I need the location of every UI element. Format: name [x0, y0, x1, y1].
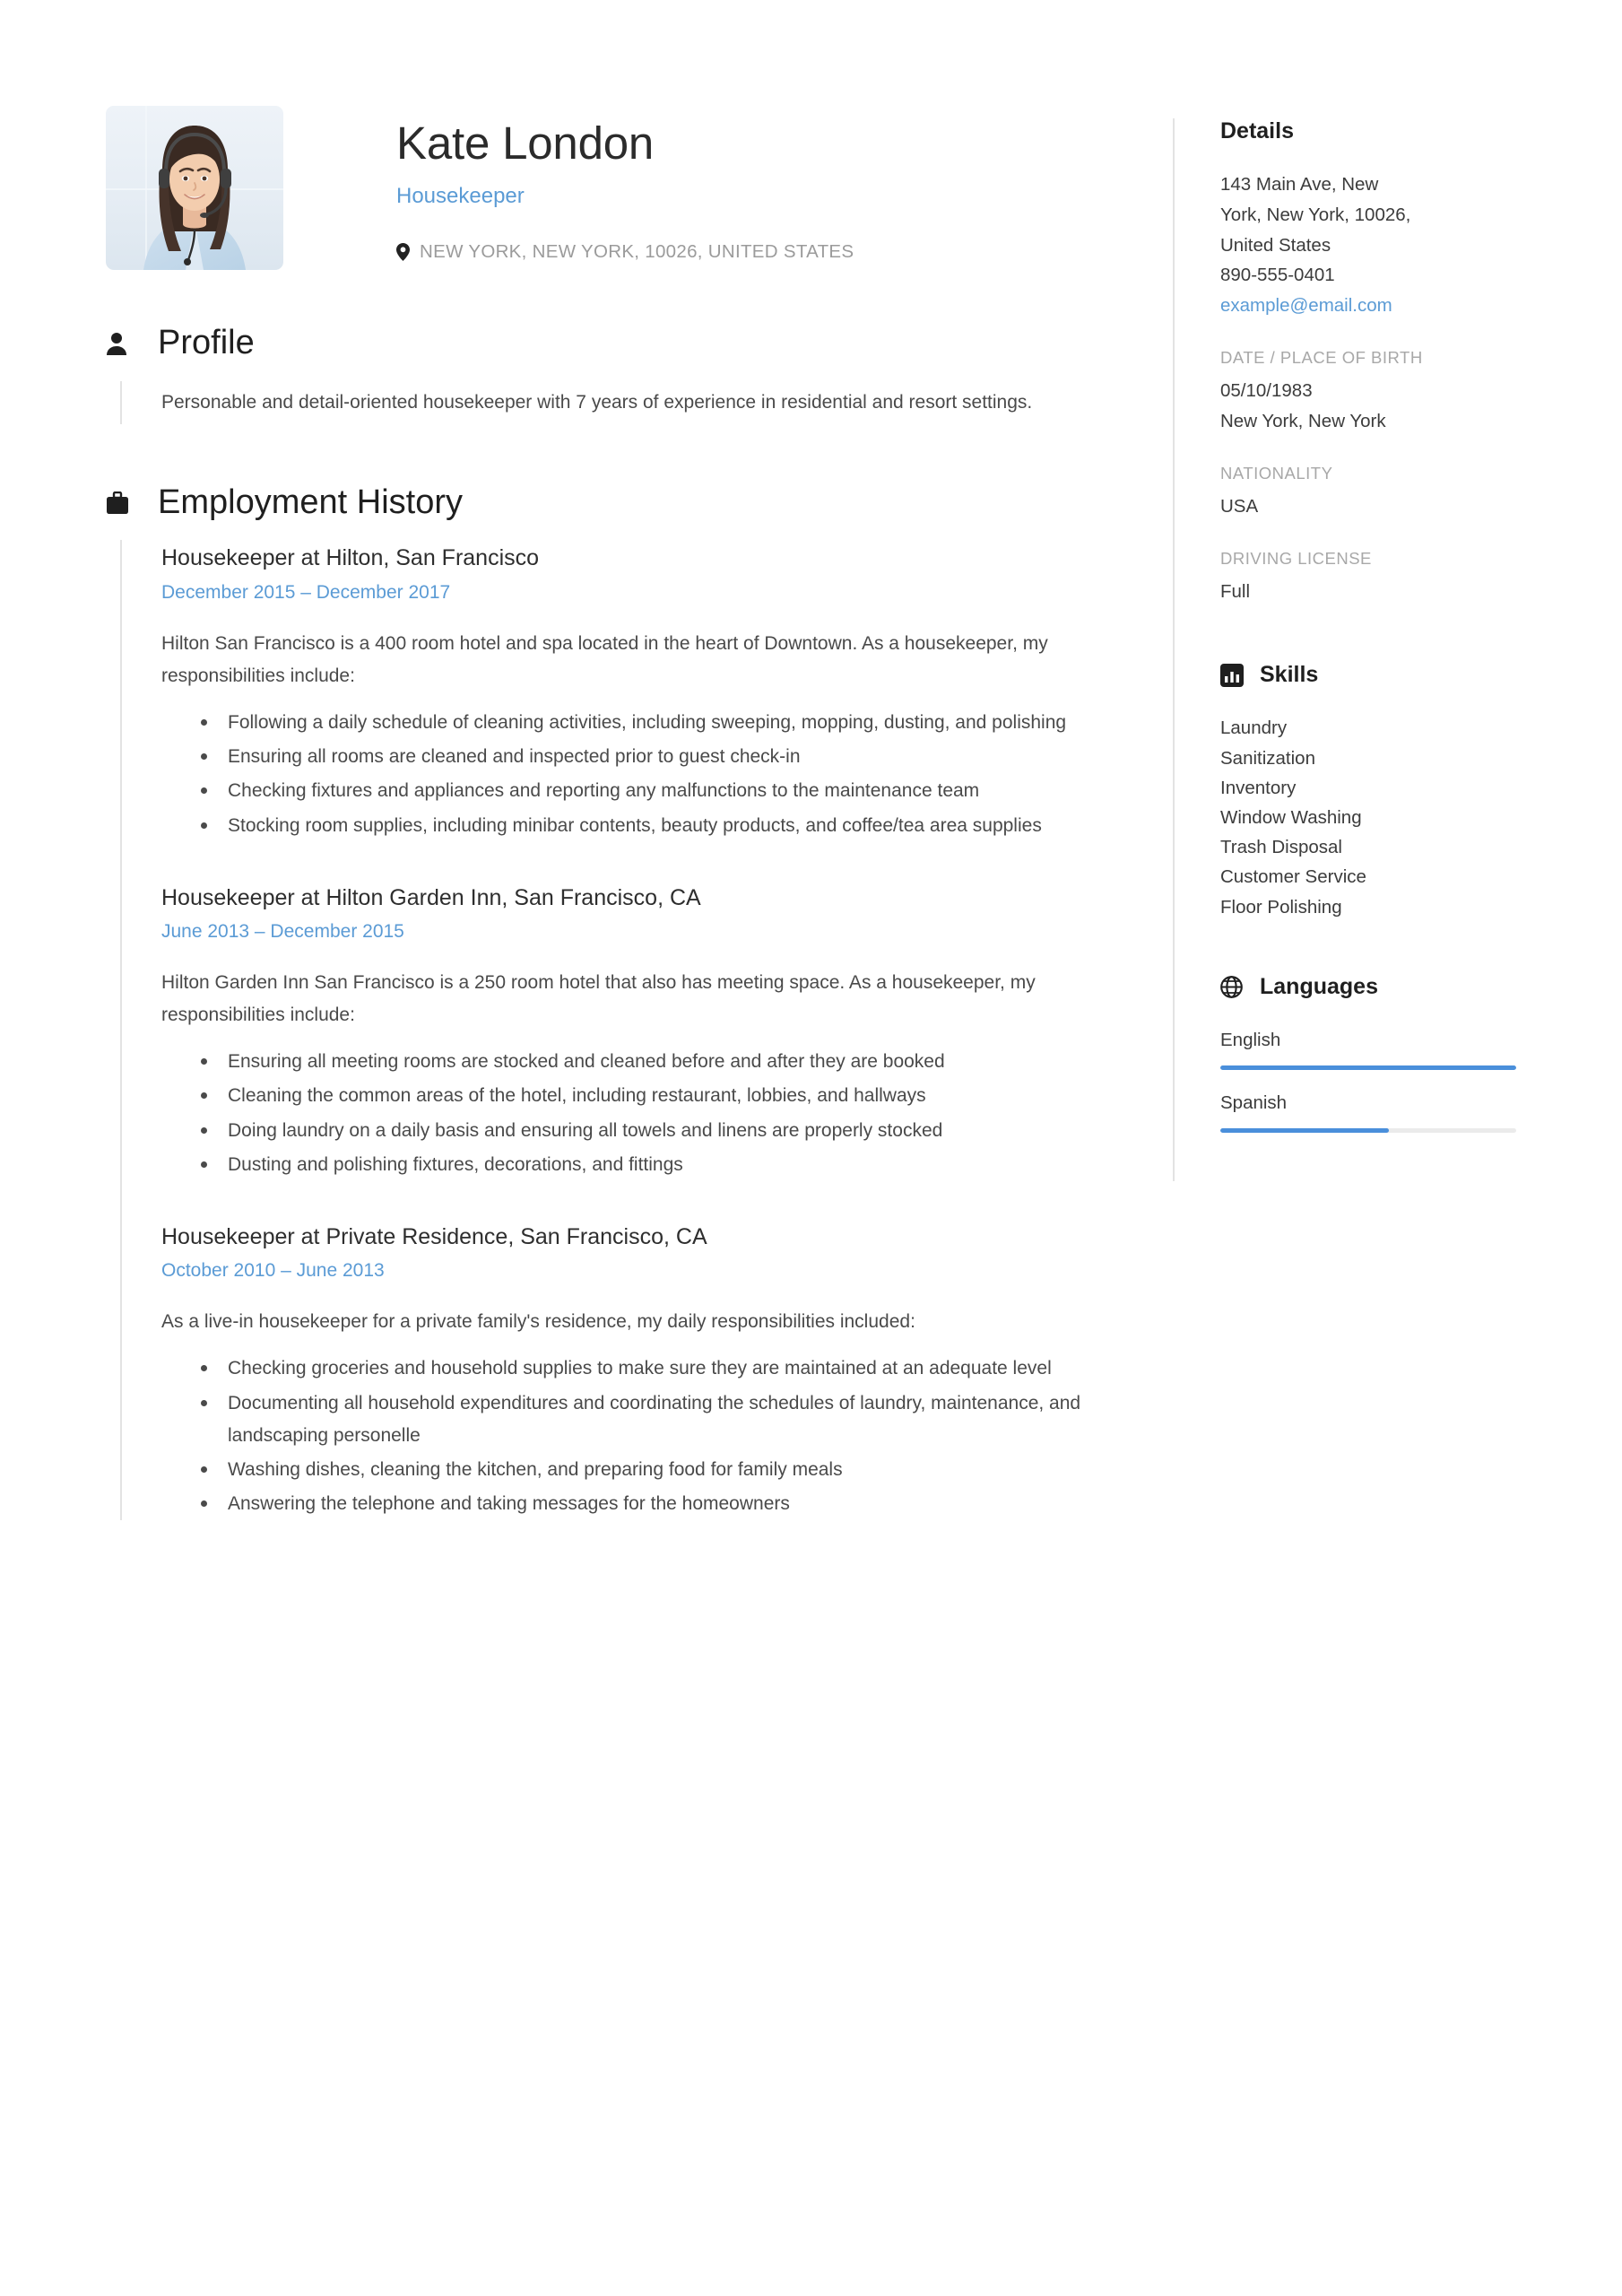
dob-place: New York, New York	[1220, 410, 1386, 431]
skill-item: Sanitization	[1220, 747, 1315, 769]
languages-heading-text: Languages	[1260, 973, 1378, 999]
briefcase-icon	[106, 491, 138, 515]
language-level-track	[1220, 1128, 1516, 1133]
skills-heading	[1220, 662, 1516, 688]
language-level-fill	[1220, 1128, 1389, 1133]
dob-label: DATE / PLACE OF BIRTH	[1220, 348, 1423, 368]
job-bullet: Dusting and polishing fixtures, decorations, and fittings	[213, 1149, 1119, 1181]
skill-item: Floor Polishing	[1220, 896, 1342, 918]
skill-item: Window Washing	[1220, 806, 1362, 828]
driving-license-label: DRIVING LICENSE	[1220, 548, 1372, 568]
profile-body	[120, 381, 1119, 424]
skill-item: Customer Service	[1220, 866, 1366, 888]
details-block	[1173, 118, 1516, 637]
job-bullet: Ensuring all rooms are cleaned and inspected prior to guest check-in	[213, 741, 1119, 773]
language-item	[1220, 1088, 1516, 1133]
profile-section-header	[106, 324, 1119, 363]
languages-block	[1173, 952, 1516, 1181]
job-bullet: Cleaning the common areas of the hotel, including restaurant, lobbies, and hallways	[213, 1080, 1119, 1112]
language-item	[1220, 1025, 1516, 1070]
language-level-fill	[1220, 1065, 1516, 1070]
details-heading-text: Details	[1220, 118, 1294, 144]
language-name: Spanish	[1220, 1091, 1288, 1113]
job-bullet: Doing laundry on a daily basis and ensuring all towels and linens are properly stocked	[213, 1115, 1119, 1147]
address-line: 143 Main Ave, New	[1220, 174, 1379, 195]
skills-heading-text: Skills	[1260, 662, 1319, 688]
main-column	[106, 106, 1173, 1522]
job-entry	[161, 880, 1119, 1219]
person-icon	[106, 332, 138, 355]
job-entry	[161, 540, 1119, 879]
job-bullet: Stocking room supplies, including minibar contents, beauty products, and coffee/tea area supplies	[213, 810, 1119, 842]
job-bullet-list	[161, 1352, 1119, 1520]
employment-body	[120, 540, 1119, 1519]
employment-section-header	[106, 483, 1119, 523]
identity-block	[283, 106, 854, 263]
location-text: NEW YORK, NEW YORK, 10026, UNITED STATES	[420, 241, 854, 263]
skill-item: Trash Disposal	[1220, 837, 1342, 858]
phone-number: 890-555-0401	[1220, 265, 1335, 286]
driving-license-value: Full	[1220, 580, 1251, 602]
job-bullet: Documenting all household expenditures and coordinating the schedules of laundry, maintenance, and landscaping personelle	[213, 1387, 1119, 1452]
avatar	[106, 106, 283, 270]
profile-text: Personable and detail-oriented housekeeper with 7 years of experience in residential and resort settings.	[161, 391, 1033, 413]
skill-item: Inventory	[1220, 777, 1297, 798]
address-line: York, New York, 10026,	[1220, 204, 1411, 225]
job-dates: December 2015 – December 2017	[161, 581, 451, 603]
job-bullet: Checking groceries and household supplies to make sure they are maintained at an adequate level	[213, 1352, 1119, 1385]
nationality-value: USA	[1220, 495, 1259, 517]
job-bullet-list	[161, 1046, 1119, 1180]
job-heading: Housekeeper at Private Residence, San Francisco, CA	[161, 1223, 707, 1249]
employment-section	[106, 483, 1119, 1520]
globe-icon	[1220, 976, 1245, 998]
dob-date: 05/10/1983	[1220, 380, 1313, 402]
email-link[interactable]: example@email.com	[1220, 295, 1392, 317]
profile-heading: Profile	[158, 324, 255, 361]
job-bullet: Answering the telephone and taking messages for the homeowners	[213, 1488, 1119, 1520]
job-dates: October 2010 – June 2013	[161, 1260, 385, 1282]
job-entry	[161, 1219, 1119, 1520]
details-heading	[1220, 118, 1516, 144]
resume-header	[106, 106, 1119, 270]
address-line: United States	[1220, 234, 1331, 256]
job-heading: Housekeeper at Hilton Garden Inn, San Francisco, CA	[161, 884, 701, 910]
job-heading: Housekeeper at Hilton, San Francisco	[161, 545, 540, 571]
map-pin-icon	[396, 243, 410, 261]
skill-item: Laundry	[1220, 718, 1288, 739]
job-bullet: Ensuring all meeting rooms are stocked and cleaned before and after they are booked	[213, 1046, 1119, 1078]
bar-chart-icon	[1220, 664, 1245, 687]
job-description: Hilton San Francisco is a 400 room hotel and spa located in the heart of Downtown. As a housekeeper, my responsibilities include:	[161, 632, 1048, 687]
job-dates: June 2013 – December 2015	[161, 921, 404, 943]
job-bullet: Following a daily schedule of cleaning activities, including sweeping, mopping, dusting, and polishing	[213, 707, 1119, 739]
language-level-track	[1220, 1065, 1516, 1070]
skills-block	[1173, 637, 1516, 952]
language-name: English	[1220, 1029, 1281, 1050]
profile-section	[106, 324, 1119, 424]
job-bullet: Checking fixtures and appliances and reporting any malfunctions to the maintenance team	[213, 775, 1119, 807]
job-title: Housekeeper	[396, 184, 525, 209]
languages-heading	[1220, 974, 1516, 1000]
sidebar	[1173, 106, 1516, 1522]
nationality-label: NATIONALITY	[1220, 463, 1333, 483]
job-bullet: Washing dishes, cleaning the kitchen, and preparing food for family meals	[213, 1454, 1119, 1486]
location-row	[396, 241, 854, 263]
job-description: As a live-in housekeeper for a private family's residence, my daily responsibilities included:	[161, 1311, 915, 1333]
page-title: Kate London	[396, 117, 655, 169]
job-bullet-list	[161, 707, 1119, 841]
job-description: Hilton Garden Inn San Francisco is a 250 room hotel that also has meeting space. As a housekeeper, my responsibilities include:	[161, 972, 1036, 1026]
employment-heading: Employment History	[158, 483, 463, 521]
